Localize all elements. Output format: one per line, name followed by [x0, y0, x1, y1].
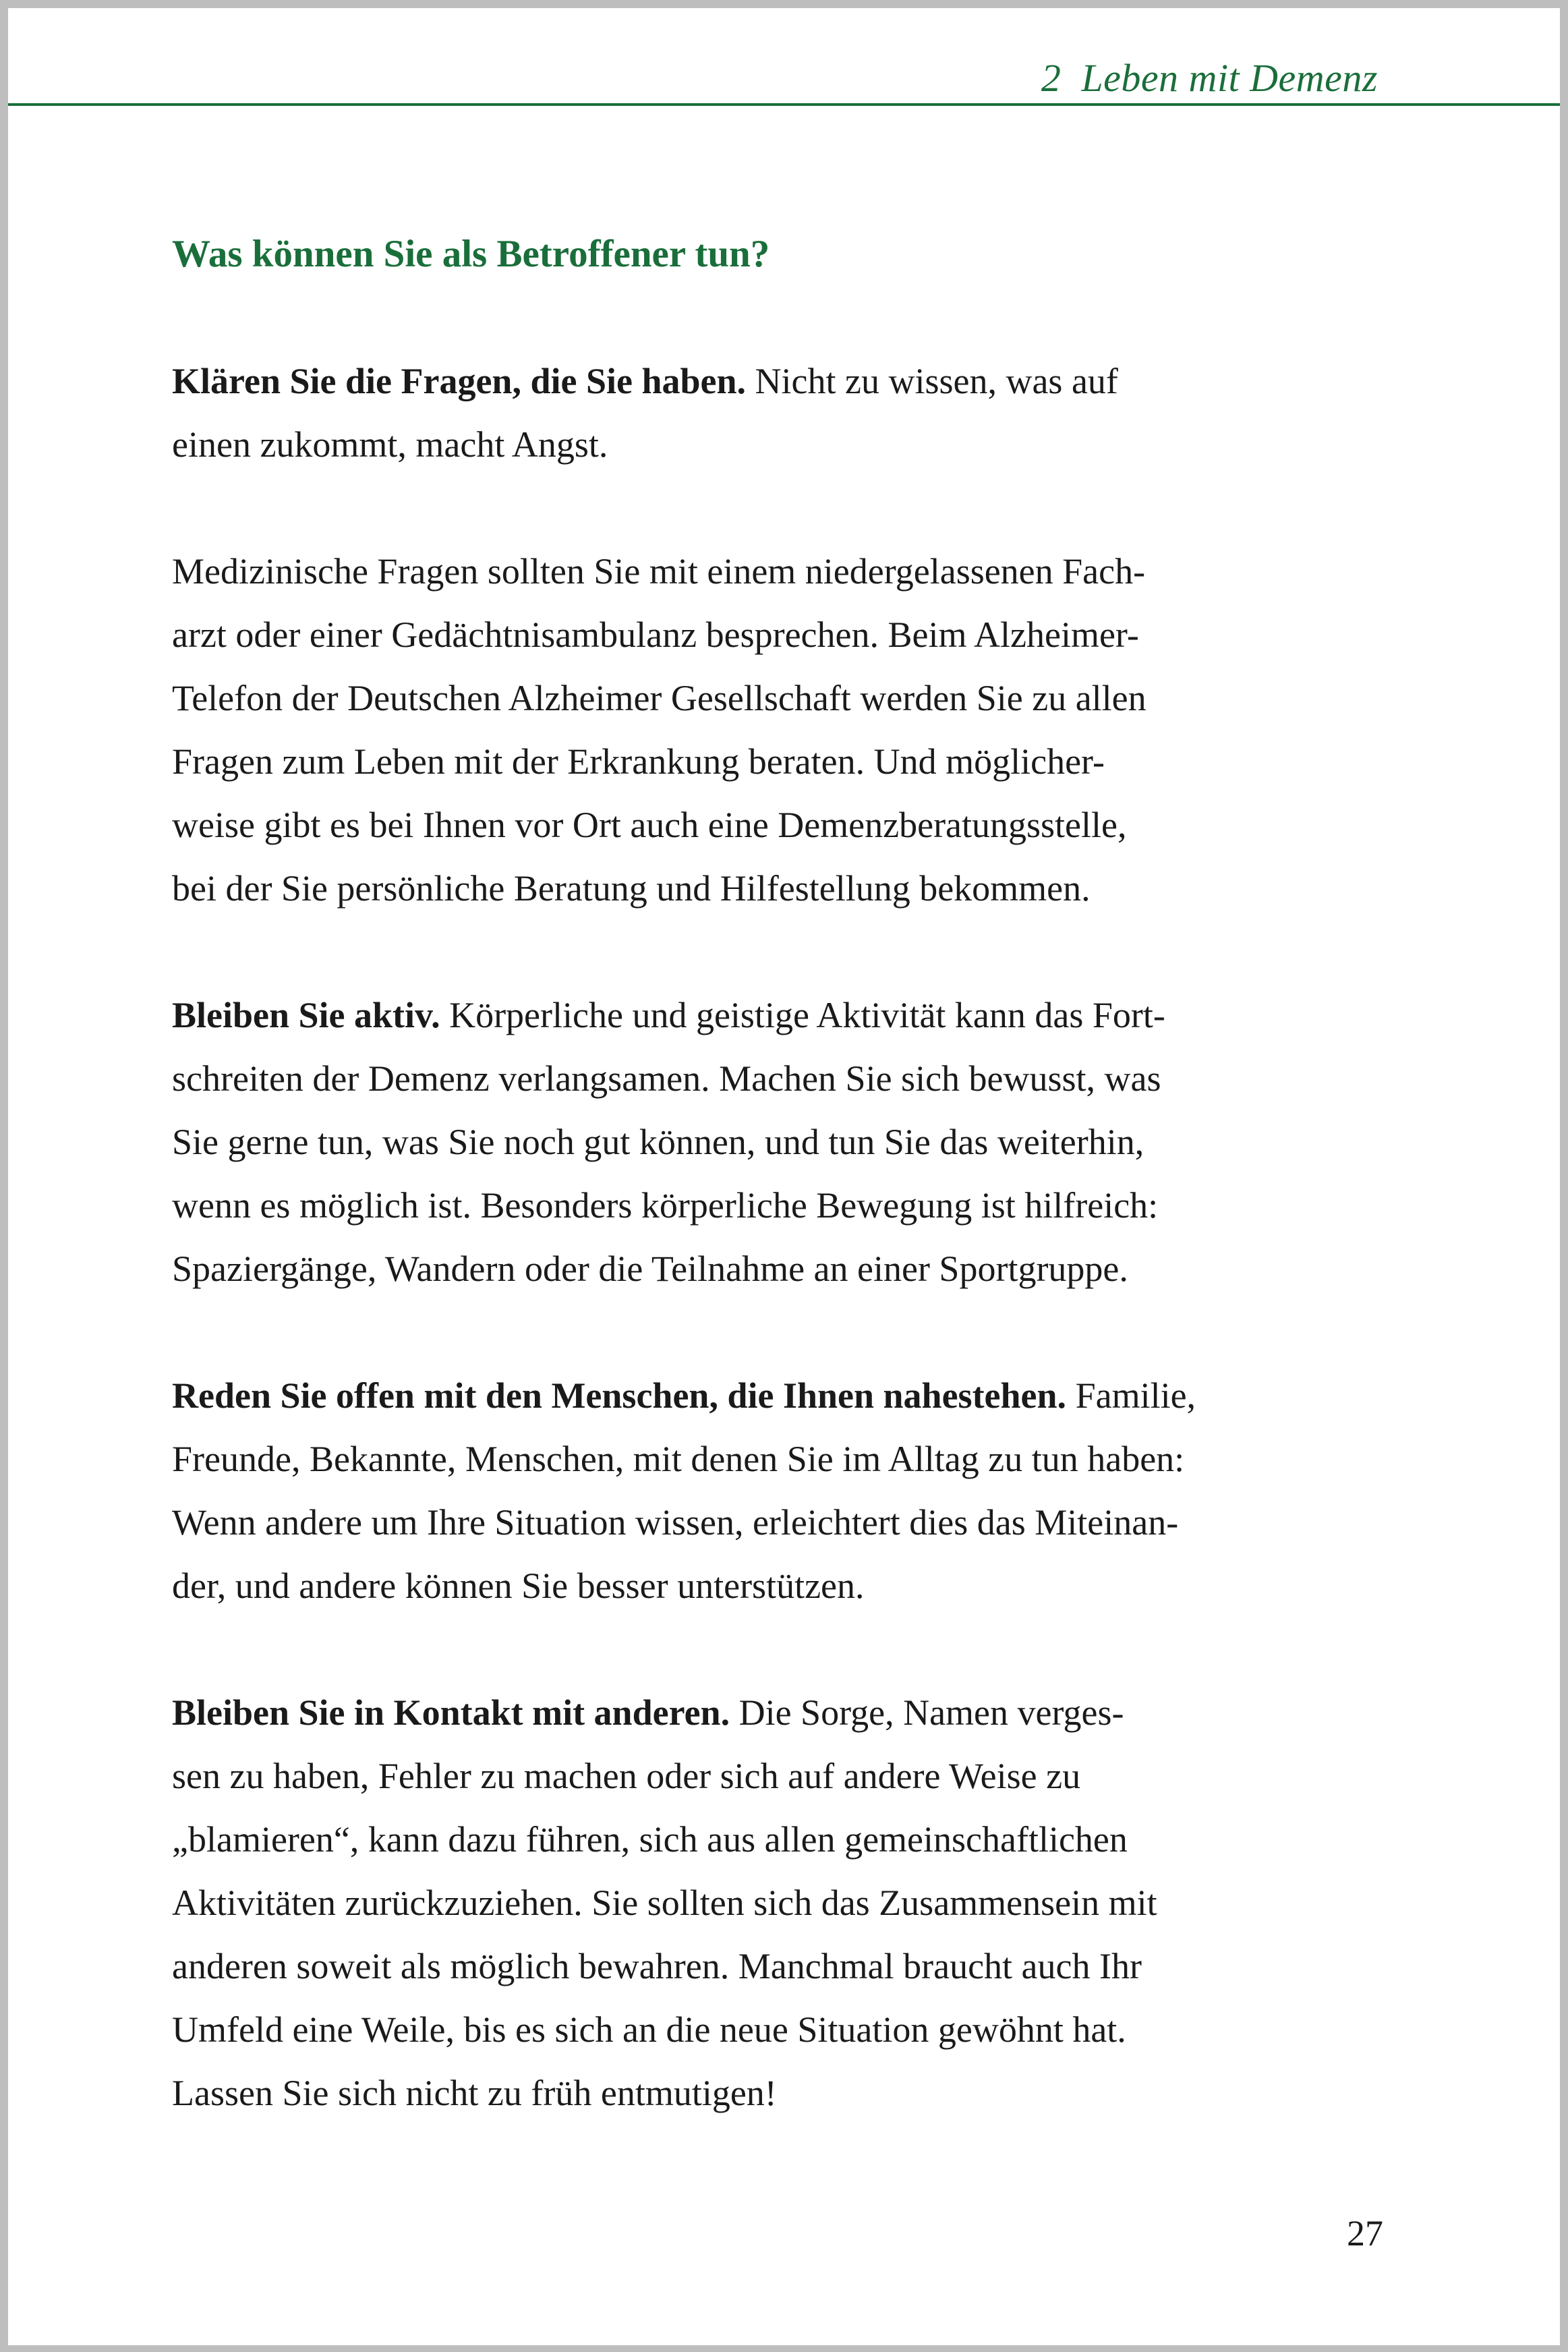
text-line: Bleiben Sie in Kontakt mit anderen. Die Sorge, Namen verges-	[172, 1692, 1124, 1733]
paragraph-stay-in-contact	[172, 1681, 1393, 2125]
text-line: wenn es möglich ist. Besonders körperliche Bewegung ist hilfreich:	[172, 1185, 1159, 1226]
text-line: schreiten der Demenz verlangsamen. Machen Sie sich bewusst, was	[172, 1058, 1161, 1099]
running-head	[1041, 55, 1378, 101]
chapter-title: Leben mit Demenz	[1081, 56, 1378, 100]
text-line: Sie gerne tun, was Sie noch gut können, und tun Sie das weiterhin,	[172, 1122, 1144, 1162]
page-content	[172, 223, 1393, 2188]
book-page	[8, 8, 1560, 2345]
text-line: „blamieren“, kann dazu führen, sich aus allen gemeinschaftlichen	[172, 1819, 1128, 1860]
text-line: anderen soweit als möglich bewahren. Manchmal braucht auch Ihr	[172, 1946, 1142, 1986]
text-line: der, und andere können Sie besser unterstützen.	[172, 1566, 865, 1606]
text-line: Telefon der Deutschen Alzheimer Gesellschaft werden Sie zu allen	[172, 678, 1146, 718]
paragraph-lead: Reden Sie offen mit den Menschen, die Ihnen nahestehen.	[172, 1375, 1067, 1416]
section-title: Was können Sie als Betroffener tun?	[172, 233, 770, 275]
text-line: Medizinische Fragen sollten Sie mit einem niedergelassenen Fach-	[172, 551, 1146, 592]
header-rule	[8, 103, 1560, 106]
text-line: Spaziergänge, Wandern oder die Teilnahme an einer Sportgruppe.	[172, 1249, 1128, 1289]
paragraph-clarify-questions	[172, 349, 1393, 476]
paragraph-stay-active	[172, 983, 1393, 1300]
paragraph-medical-questions	[172, 540, 1393, 920]
text-line: Bleiben Sie aktiv. Körperliche und geistige Aktivität kann das Fort-	[172, 995, 1165, 1035]
text-line: Wenn andere um Ihre Situation wissen, erleichtert dies das Miteinan-	[172, 1502, 1179, 1543]
text-line: sen zu haben, Fehler zu machen oder sich auf andere Weise zu	[172, 1756, 1081, 1796]
text-line: Aktivitäten zurückzuziehen. Sie sollten sich das Zusammensein mit	[172, 1883, 1157, 1923]
text-line: Freunde, Bekannte, Menschen, mit denen Sie im Alltag zu tun haben:	[172, 1439, 1185, 1479]
text-line: einen zukommt, macht Angst.	[172, 424, 608, 465]
page-number: 27	[1347, 2213, 1383, 2254]
paragraph-lead: Bleiben Sie in Kontakt mit anderen.	[172, 1692, 730, 1733]
paragraph-lead: Klären Sie die Fragen, die Sie haben.	[172, 361, 747, 401]
text-line: Klären Sie die Fragen, die Sie haben. Nicht zu wissen, was auf	[172, 361, 1118, 401]
chapter-number: 2	[1041, 56, 1062, 100]
text-line: weise gibt es bei Ihnen vor Ort auch eine Demenzberatungsstelle,	[172, 805, 1127, 845]
text-line: arzt oder einer Gedächtnisambulanz besprechen. Beim Alzheimer-	[172, 614, 1139, 655]
text-line: Lassen Sie sich nicht zu früh entmutigen!	[172, 2073, 777, 2113]
text-line: bei der Sie persönliche Beratung und Hilfestellung bekommen.	[172, 868, 1091, 909]
paragraph-lead: Bleiben Sie aktiv.	[172, 995, 440, 1035]
paragraph-talk-openly	[172, 1364, 1393, 1617]
text-line: Reden Sie offen mit den Menschen, die Ihnen nahestehen. Familie,	[172, 1375, 1196, 1416]
text-line: Umfeld eine Weile, bis es sich an die neue Situation gewöhnt hat.	[172, 2009, 1126, 2050]
text-line: Fragen zum Leben mit der Erkrankung beraten. Und möglicher-	[172, 741, 1105, 782]
